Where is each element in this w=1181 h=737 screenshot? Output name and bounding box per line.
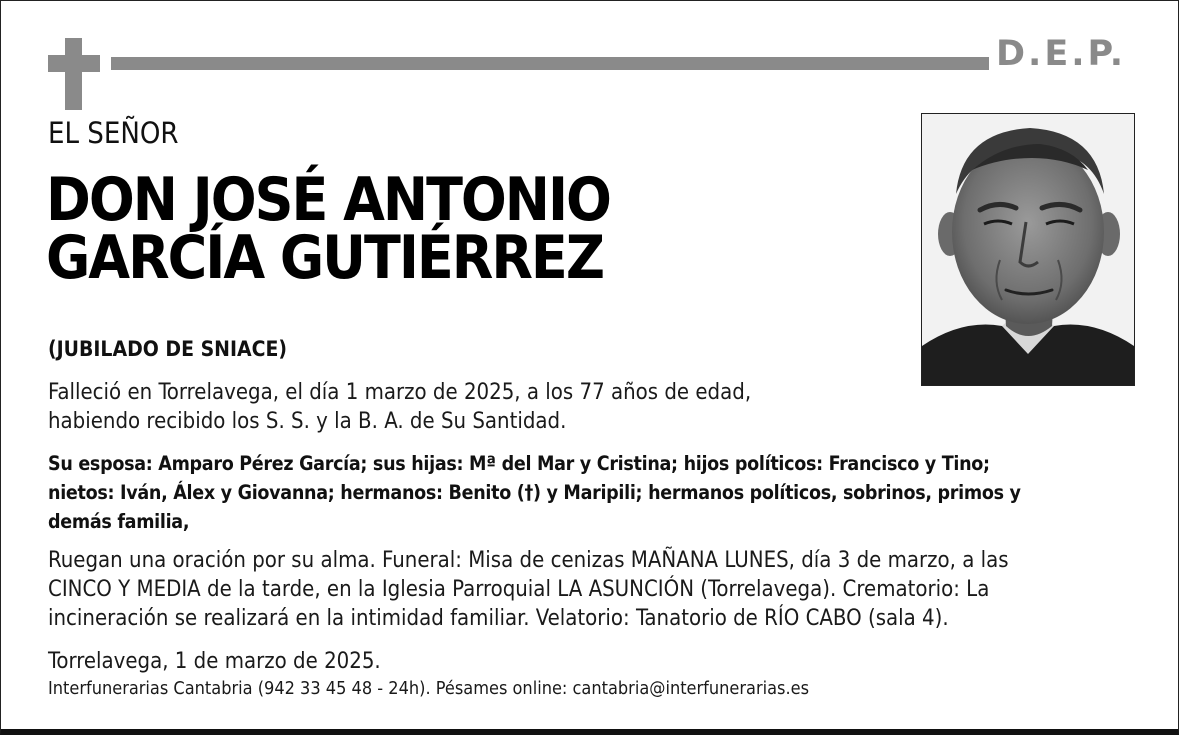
occupation: (JUBILADO DE SNIACE) — [48, 337, 288, 361]
honorific: EL SEÑOR — [48, 116, 179, 150]
death-notice — [48, 378, 751, 436]
deceased-portrait — [921, 113, 1135, 386]
deceased-name-line1: DON JOSÉ ANTONIO — [46, 165, 610, 235]
family-list — [48, 449, 1021, 536]
family-line3: demás familia, — [48, 510, 190, 533]
deceased-name-line2: GARCÍA GUTIÉRREZ — [46, 223, 603, 293]
deceased-name — [46, 165, 610, 293]
death-notice-line2: habiendo recibido los S. S. y la B. A. de Su Santidad. — [48, 409, 567, 434]
funeral-home-contact: Interfunerarias Cantabria (942 33 45 48 - 24h). Pésames online: cantabria@interfunerarias.es — [48, 678, 810, 699]
header-rule — [111, 57, 989, 70]
ceremony-line1: Ruegan una oración por su alma. Funeral: Misa de cenizas MAÑANA LUNES, día 3 de marzo, a las — [48, 548, 1009, 573]
death-notice-line1: Falleció en Torrelavega, el día 1 marzo de 2025, a los 77 años de edad, — [48, 380, 752, 405]
family-line1: Su esposa: Amparo Pérez García; sus hijas: Mª del Mar y Cristina; hijos políticos: Francisco y Tino; — [48, 452, 990, 475]
portrait-image — [922, 114, 1134, 385]
family-line2: nietos: Iván, Álex y Giovanna; hermanos: Benito (†) y Maripili; hermanos políticos, sobrinos, primos y — [48, 481, 1021, 504]
ceremony-line2: CINCO Y MEDIA de la tarde, en la Iglesia Parroquial LA ASUNCIÓN (Torrelavega). Crematorio: La — [48, 577, 990, 602]
cross-icon — [48, 38, 100, 110]
ceremony-details — [48, 546, 1009, 633]
dep-heading: D.E.P. — [996, 34, 1127, 74]
dateline: Torrelavega, 1 de marzo de 2025. — [48, 649, 381, 674]
ceremony-line3: incineración se realizará en la intimidad familiar. Velatorio: Tanatorio de RÍO CABO (sala 4). — [48, 606, 949, 631]
